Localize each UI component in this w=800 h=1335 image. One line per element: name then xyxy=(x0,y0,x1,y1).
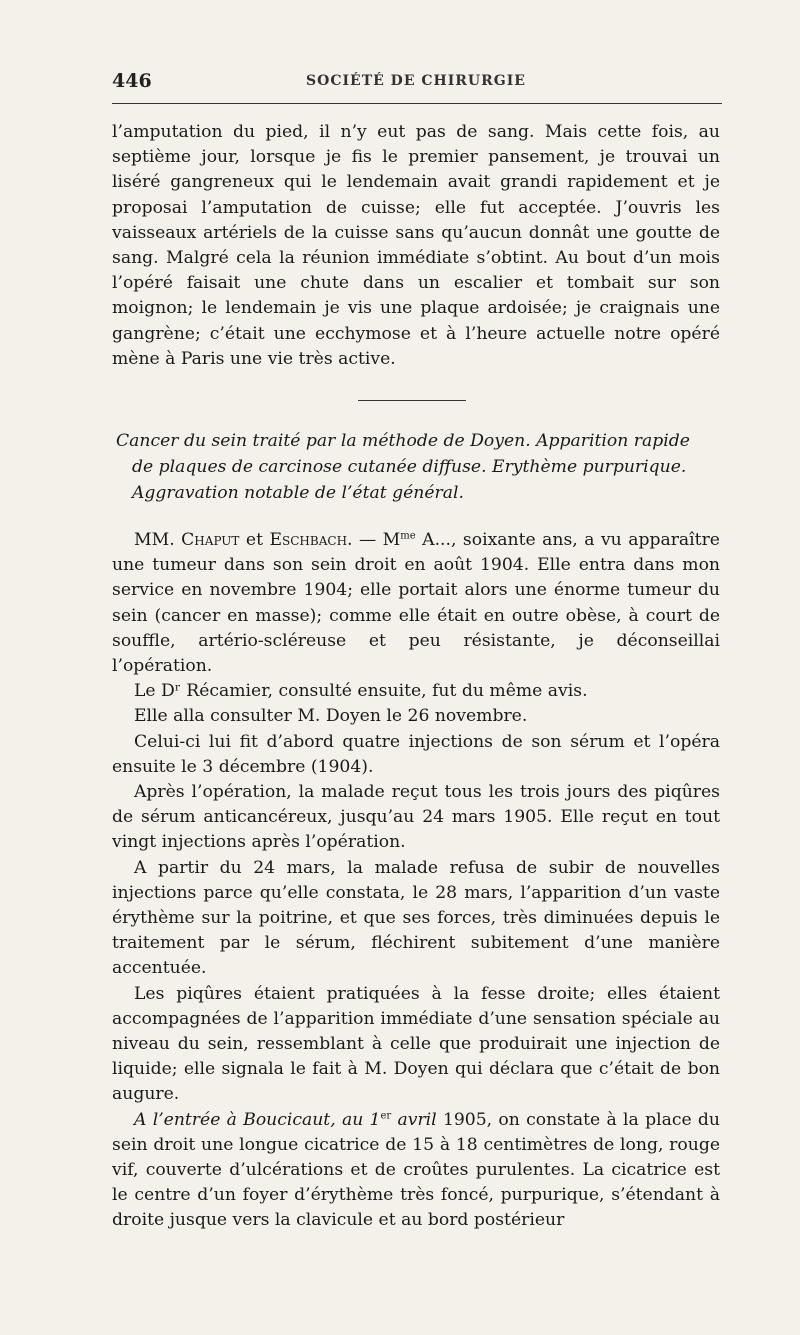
header-rule xyxy=(112,103,722,104)
patient-prefix: M xyxy=(382,530,401,550)
author-eschbach: Eschbach. xyxy=(269,530,353,550)
page-number: 446 xyxy=(112,70,152,92)
case-report-block xyxy=(112,528,720,1234)
page-header xyxy=(112,70,720,96)
opening-text: A..., soixante ans, a vu apparaître une tumeur dans son sein droit en août 1904. Elle entra dans mon service en novembre 1904; elle portait alors une énorme tumeur du sein (cancer en masse); comme elle était en outre obèse, à court de souffle, artério-scléreuse et peu résistante, je déconseillai l’opération. xyxy=(112,530,720,677)
intro-paragraph-block xyxy=(112,120,720,372)
case-title-line-1: Cancer du sein traité par la méthode de Doyen. Apparition rapide xyxy=(116,431,690,451)
paragraph-recamier: Le Dʳ Récamier, consulté ensuite, fut du même avis. xyxy=(134,681,588,702)
authors-paragraph xyxy=(112,528,720,679)
boucicaut-lead: A l’entrée à Boucicaut, au 1 xyxy=(134,1109,381,1130)
section-divider xyxy=(358,400,466,401)
paragraph-march-24: A partir du 24 mars, la malade refusa de subir de nouvelles injections parce qu’elle constata, le 28 mars, l’apparition d’un vaste érythème sur la poitrine, et que ses forces, très diminuées depuis le traitement par le sérum, fléchirent subitement d’une manière accentuée. xyxy=(112,857,720,979)
author-chaput: Chaput xyxy=(181,530,240,550)
paragraph-injections: Celui-ci lui fit d’abord quatre injections de son sérum et l’opéra ensuite le 3 décembre (1904). xyxy=(112,731,720,777)
authors-prefix: MM. xyxy=(134,530,175,550)
case-title-line-2: de plaques de carcinose cutanée diffuse. Erythème purpurique. xyxy=(132,457,687,477)
paragraph-after-operation: Après l’opération, la malade reçut tous les trois jours des piqûres de sérum anticancéreux, jusqu’au 24 mars 1905. Elle reçut en tout vingt injections après l’opération. xyxy=(112,782,720,853)
paragraph-boucicaut xyxy=(112,1108,720,1234)
paragraph-injection-site: Les piqûres étaient pratiquées à la fesse droite; elles étaient accompagnées de l’apparition immédiate d’une sensation spéciale au niveau du sein, ressemblant à celle que produirait une injection de liquide; elle signala le fait à M. Doyen qui déclara que c’était de bon augure. xyxy=(112,983,720,1105)
boucicaut-text: 1905, on constate à la place du sein droit une longue cicatrice de 15 à 18 centimètres de long, rouge vif, couverte d’ulcérations et de croûtes purulentes. La cicatrice est le centre d’un foyer d’érythème très foncé, purpurique, s’étendant à droite jusque vers la clavicule et au bord postérieur xyxy=(112,1109,720,1231)
case-title xyxy=(116,428,722,506)
intro-paragraph: l’amputation du pied, il n’y eut pas de sang. Mais cette fois, au septième jour, lorsque je fis le premier pansement, je trouvai un liséré gangreneux qui le lendemain avait grandi rapidement et je proposai l’amputation de cuisse; elle fut acceptée. J’ouvris les vaisseaux artériels de la cuisse sans qu’aucun donnât une goutte de sang. Malgré cela la réunion immédiate s’obtint. Au bout d’un mois l’opéré faisait une chute dans un escalier et tombait sur son moignon; le lendemain je vis une plaque ardoisée; je craignais une gangrène; c’était une ecchymose et à l’heure actuelle notre opéré mène à Paris une vie très active. xyxy=(112,122,720,369)
authors-dash: — xyxy=(352,530,383,550)
patient-prefix-sup: me xyxy=(400,530,416,542)
running-head: SOCIÉTÉ DE CHIRURGIE xyxy=(306,73,526,89)
authors-conjunction: et xyxy=(245,530,263,550)
boucicaut-sup: er xyxy=(380,1109,392,1121)
case-title-line-3: Aggravation notable de l’état général. xyxy=(132,483,464,503)
boucicaut-month: avril xyxy=(391,1109,437,1130)
paragraph-doyen-visit: Elle alla consulter M. Doyen le 26 novembre. xyxy=(134,706,528,727)
